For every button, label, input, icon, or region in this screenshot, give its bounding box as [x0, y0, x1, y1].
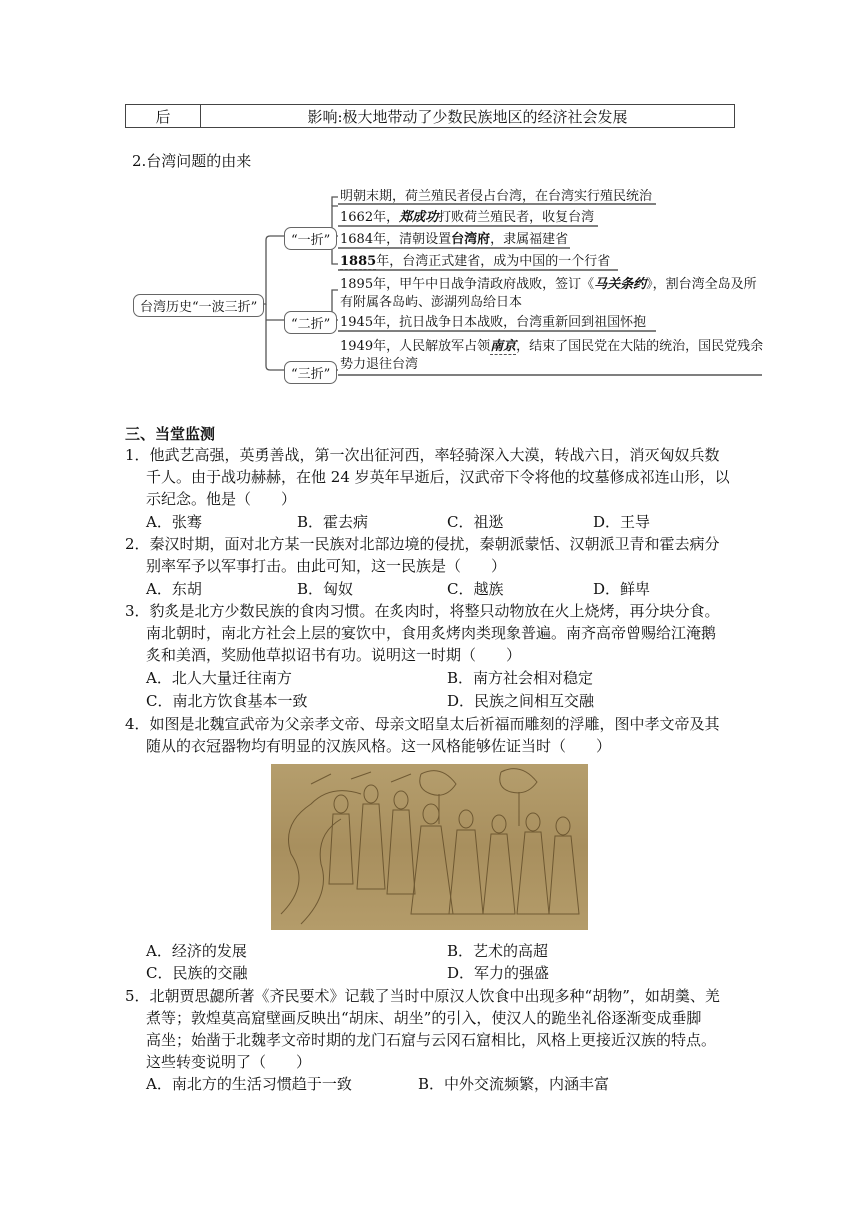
q5-line4: 这些转变说明了（ ）: [146, 1053, 312, 1071]
leaf-text: 1895年，甲午中日战争清政府战败，签订《: [340, 277, 595, 292]
q4-line1: 4．如图是北魏宣武帝为父亲孝文帝、母亲文昭皇太后祈福而雕刻的浮雕，图中孝文帝及其: [125, 715, 720, 733]
leaf-keyword: 马关条约: [594, 277, 647, 292]
q1-option-b[interactable]: B．霍去病: [297, 513, 369, 531]
q4-option-b[interactable]: B．艺术的高超: [447, 942, 549, 960]
mindmap-leaf-1662: [340, 209, 594, 227]
section-heading-classroom-check: 三、当堂监测: [125, 425, 216, 443]
q2-option-a[interactable]: A．东胡: [146, 580, 202, 598]
q4-option-a[interactable]: A．经济的发展: [146, 942, 247, 960]
mindmap-leaf-1949-cont: 势力退往台湾: [340, 357, 419, 372]
table-cell-impact: 影响:极大地带动了少数民族地区的经济社会发展: [201, 105, 735, 128]
q4-option-d[interactable]: D．军力的强盛: [447, 964, 550, 982]
q5-line3: 高坐；始凿于北魏孝文帝时期的龙门石窟与云冈石窟相比，风格上更接近汉族的特点。: [146, 1031, 717, 1049]
leaf-text: ，结束了国民党在大陆的统治，国民党残余: [516, 339, 764, 354]
q5-option-a[interactable]: A．南北方的生活习惯趋于一致: [146, 1075, 352, 1093]
q3-line1: 3．豹炙是北方少数民族的食肉习惯。在炙肉时，将整只动物放在火上烧烤，再分块分食。: [125, 602, 720, 620]
q2-option-c[interactable]: C．越族: [447, 580, 504, 598]
q1-line2: 千人。由于战功赫赫，在他 24 岁英年早逝后，汉武帝下令将他的坟墓修成祁连山形，以: [146, 468, 730, 486]
mindmap-leaf-1885: [340, 253, 610, 271]
mindmap-leaf-1949: [340, 338, 763, 356]
relief-carving-image: [271, 764, 588, 930]
mindmap-root: 台湾历史“一波三折”: [133, 294, 264, 317]
leaf-text: 1684年，清朝设置: [340, 232, 452, 247]
leaf-text: 1949年，人民解放军占领: [340, 339, 491, 354]
q3-option-c[interactable]: C．南北方饮食基本一致: [146, 692, 308, 710]
mindmap-leaf-1895: [340, 276, 757, 294]
leaf-keyword: 郑成功: [399, 210, 439, 225]
mindmap-leaf-dutch: 明朝末期，荷兰殖民者侵占台湾，在台湾实行殖民统治: [340, 189, 653, 204]
q5-line1: 5．北朝贾思勰所著《齐民要术》记载了当时中原汉人饮食中出现多种“胡物”，如胡羹、羌: [125, 987, 720, 1005]
mindmap-branch-third-twist: “三折”: [284, 361, 337, 384]
leaf-text: ，隶属福建省: [490, 232, 569, 247]
heading-taiwan-origin: 2.台湾问题的由来: [132, 152, 252, 170]
q1-option-d[interactable]: D．王导: [593, 513, 651, 531]
q3-option-b[interactable]: B．南方社会相对稳定: [447, 669, 594, 687]
mindmap-leaf-1895-cont: 有附属各岛屿、澎湖列岛给日本: [340, 295, 523, 310]
leaf-text: 》，割台湾全岛及所: [646, 277, 757, 292]
table-cell-period: 后: [126, 105, 201, 128]
mindmap-leaf-1945: 1945年，抗日战争日本战败，台湾重新回到祖国怀抱: [340, 315, 647, 330]
leaf-text: 打败荷兰殖民者，收复台湾: [438, 210, 595, 225]
leaf-keyword: 南京: [490, 339, 517, 354]
q1-line1: 1．他武艺高强，英勇善战，第一次出征河西，率轻骑深入大漠，转战六日，消灭匈奴兵数: [125, 446, 720, 464]
leaf-text: 1662年，: [340, 210, 400, 225]
q2-option-d[interactable]: D．鲜卑: [593, 580, 651, 598]
leaf-keyword: 1885: [340, 254, 377, 269]
q5-option-b[interactable]: B．中外交流频繁，内涵丰富: [418, 1075, 610, 1093]
q5-line2: 煮等；敦煌莫高窟壁画反映出“胡床、胡坐”的引入，使汉人的跪坐礼俗逐渐变成垂脚: [146, 1009, 702, 1027]
q4-option-c[interactable]: C．民族的交融: [146, 964, 248, 982]
leaf-keyword: 台湾府: [451, 232, 491, 247]
leaf-text: 年，台湾正式建省，成为中国的一个行省: [376, 254, 611, 269]
q1-line3: 示纪念。他是（ ）: [146, 490, 297, 508]
mindmap-leaf-1684: [340, 231, 568, 249]
relief-illustration: [271, 764, 588, 930]
q3-line3: 炙和美酒，奖励他草拟诏书有功。说明这一时期（ ）: [146, 646, 522, 664]
q2-option-b[interactable]: B．匈奴: [297, 580, 354, 598]
q1-option-a[interactable]: A．张骞: [146, 513, 202, 531]
q4-line2: 随从的衣冠器物均有明显的汉族风格。这一风格能够佐证当时（ ）: [146, 737, 612, 755]
mindmap-branch-second-twist: “二折”: [284, 311, 337, 334]
q3-line2: 南北朝时，南北方社会上层的宴饮中，食用炙烤肉类现象普遍。南齐高帝曾赐给江淹鹅: [146, 624, 717, 642]
q3-option-a[interactable]: A．北人大量迁往南方: [146, 669, 292, 687]
q1-option-c[interactable]: C．祖逖: [447, 513, 504, 531]
mindmap-branch-first-twist: “一折”: [284, 227, 337, 250]
q3-option-d[interactable]: D．民族之间相互交融: [447, 692, 595, 710]
q2-line2: 别率军予以军事打击。由此可知，这一民族是（ ）: [146, 557, 507, 575]
q2-line1: 2．秦汉时期，面对北方某一民族对北部边境的侵扰，秦朝派蒙恬、汉朝派卫青和霍去病分: [125, 535, 720, 553]
